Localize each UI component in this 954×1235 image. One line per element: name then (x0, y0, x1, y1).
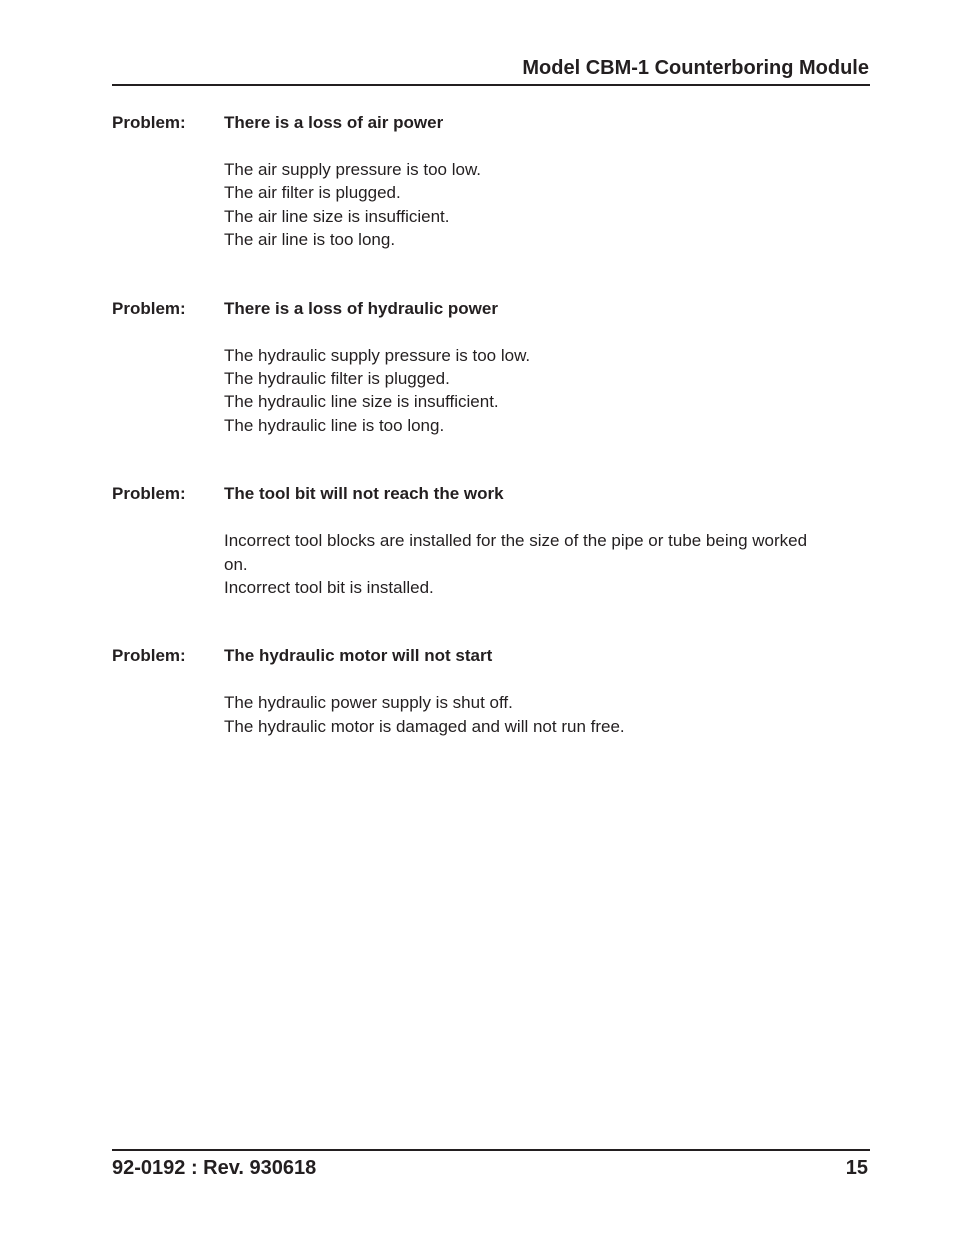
cause-item: The air supply pressure is too low. (224, 160, 482, 179)
cause-item: The hydraulic motor is damaged and will not run free. (224, 716, 625, 736)
cause-item: Incorrect tool bit is installed. (224, 578, 434, 598)
problem-label: Problem: (112, 298, 186, 318)
problem-title: There is a loss of hydraulic power (224, 298, 498, 318)
problem-heading (112, 297, 870, 320)
problem-title: The hydraulic motor will not start (224, 646, 493, 666)
problem-heading (112, 644, 870, 667)
footer-divider (112, 1149, 870, 1151)
problem-section (112, 297, 870, 438)
page-number: 15 (845, 1157, 868, 1179)
page-header-title: Model CBM-1 Counterboring Module (522, 57, 869, 79)
problem-label: Problem: (112, 484, 186, 504)
cause-item: Incorrect tool blocks are installed for the size of the pipe or tube being worked on. (224, 531, 808, 574)
header-divider (112, 84, 870, 86)
cause-item: The hydraulic supply pressure is too low. (224, 345, 531, 365)
cause-item: The hydraulic filter is plugged. (224, 369, 450, 389)
problem-label: Problem: (112, 646, 186, 666)
cause-item: The air line size is insufficient. (224, 206, 450, 226)
cause-list (224, 691, 824, 738)
problem-heading (112, 111, 870, 134)
cause-item: The hydraulic line size is insufficient. (224, 392, 499, 412)
problem-section (112, 111, 870, 252)
problem-label: Problem: (112, 113, 186, 132)
cause-list (224, 158, 824, 252)
cause-list (224, 529, 824, 599)
problem-section (112, 482, 870, 599)
problem-heading (112, 482, 870, 505)
cause-list (224, 344, 824, 438)
problem-title: There is a loss of air power (224, 113, 444, 132)
cause-item: The air filter is plugged. (224, 183, 401, 203)
document-revision: 92-0192 : Rev. 930618 (112, 1157, 317, 1179)
problem-title: The tool bit will not reach the work (224, 484, 504, 504)
troubleshooting-list (112, 111, 870, 738)
cause-item: The hydraulic power supply is shut off. (224, 693, 513, 713)
cause-item: The hydraulic line is too long. (224, 415, 445, 435)
problem-section (112, 644, 870, 738)
cause-item: The air line is too long. (224, 230, 396, 250)
